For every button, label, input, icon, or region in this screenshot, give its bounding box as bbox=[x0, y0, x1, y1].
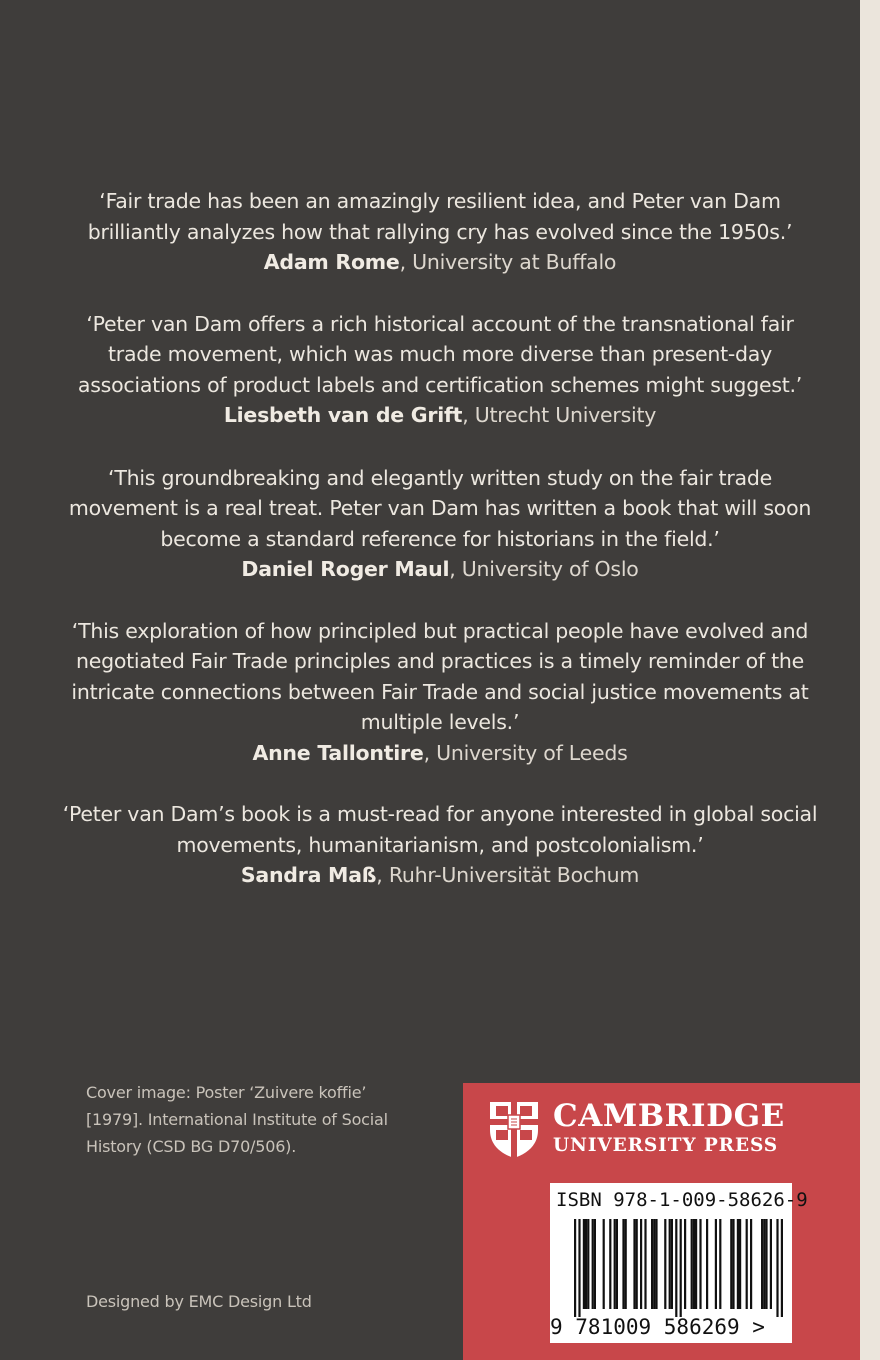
publisher-panel bbox=[463, 1083, 860, 1360]
barcode-bar bbox=[750, 1219, 752, 1309]
barcode-bar bbox=[776, 1219, 778, 1317]
barcode-bar bbox=[675, 1219, 677, 1317]
barcode-bar bbox=[765, 1219, 767, 1309]
endorsement-attribution bbox=[60, 247, 820, 278]
barcode-bar bbox=[669, 1219, 671, 1309]
barcode-bar bbox=[691, 1219, 693, 1309]
barcode-bar bbox=[653, 1219, 655, 1309]
endorser-name: Adam Rome bbox=[263, 250, 400, 274]
barcode-bar bbox=[699, 1219, 701, 1309]
endorser-affiliation: , University at Buffalo bbox=[399, 250, 617, 274]
endorser-affiliation: , University of Oslo bbox=[449, 557, 639, 581]
barcode-bar bbox=[609, 1219, 611, 1309]
endorser-affiliation: , Utrecht University bbox=[462, 403, 657, 427]
endorsements bbox=[60, 186, 820, 922]
barcode-bar bbox=[640, 1219, 642, 1309]
barcode-bar bbox=[715, 1219, 717, 1309]
barcode-bar bbox=[655, 1219, 657, 1309]
barcode-bar bbox=[636, 1219, 638, 1309]
publisher-name-line1: CAMBRIDGE bbox=[553, 1098, 785, 1134]
isbn-barcode bbox=[550, 1183, 808, 1343]
endorser-name: Anne Tallontire bbox=[252, 740, 424, 765]
endorser-affiliation: , University of Leeds bbox=[423, 740, 628, 765]
barcode-bar bbox=[770, 1219, 772, 1309]
barcode-bar bbox=[763, 1219, 765, 1309]
barcode-bar bbox=[574, 1219, 576, 1317]
barcode-bar bbox=[603, 1219, 605, 1309]
barcode-bar bbox=[671, 1219, 673, 1309]
endorsement bbox=[60, 616, 820, 769]
barcode-bar bbox=[633, 1219, 635, 1309]
endorser-affiliation: , Ruhr-Universität Bochum bbox=[376, 863, 640, 887]
barcode-bar bbox=[644, 1219, 646, 1309]
designer-credit: Designed by EMC Design Ltd bbox=[86, 1292, 312, 1311]
barcode-bar bbox=[739, 1219, 741, 1309]
barcode-bar bbox=[732, 1219, 734, 1309]
barcode-bar bbox=[730, 1219, 732, 1309]
endorsement-quote: ‘Peter van Dam offers a rich historical account of the transnational fair trade movement, which was much more diverse than present-day associations of product labels and certification schemes might suggest.’ bbox=[77, 311, 803, 397]
barcode-bar bbox=[616, 1219, 618, 1309]
barcode-bar bbox=[706, 1219, 708, 1309]
barcode-bar bbox=[614, 1219, 616, 1309]
barcode-bar bbox=[680, 1219, 682, 1317]
cambridge-shield-icon bbox=[488, 1100, 540, 1160]
barcode-bar bbox=[578, 1219, 580, 1317]
endorser-name: Daniel Roger Maul bbox=[241, 557, 450, 581]
endorsement-attribution bbox=[60, 400, 820, 431]
barcode-bar bbox=[719, 1219, 721, 1309]
endorsement-attribution bbox=[60, 738, 820, 769]
endorsement-quote: ‘Fair trade has been an amazingly resilient idea, and Peter van Dam brilliantly analyzes how that rallying cry has evolved since the 1950s.’ bbox=[87, 189, 793, 244]
barcode-bar bbox=[684, 1219, 686, 1309]
barcode-bar bbox=[651, 1219, 653, 1309]
endorsement-attribution bbox=[60, 860, 820, 891]
barcode-bar bbox=[583, 1219, 585, 1309]
barcode-bar bbox=[781, 1219, 783, 1317]
barcode-bar bbox=[592, 1219, 594, 1309]
barcode-bar bbox=[622, 1219, 624, 1309]
endorsement bbox=[60, 186, 820, 278]
endorsement-quote: ‘Peter van Dam’s book is a must-read for anyone interested in global social movements, humanitarianism, and postcolonialism.’ bbox=[62, 802, 818, 857]
barcode-bar bbox=[761, 1219, 763, 1309]
barcode-bar bbox=[664, 1219, 666, 1309]
barcode-bar bbox=[587, 1219, 589, 1309]
barcode-bar bbox=[585, 1219, 587, 1309]
cover-image-credit: Cover image: Poster ‘Zuivere koffie’ [1979]. International Institute of Social History (CSD BG D70/506). bbox=[86, 1083, 388, 1156]
endorsement-quote: ‘This groundbreaking and elegantly written study on the fair trade movement is a real treat. Peter van Dam has written a book that will soon become a standard reference for historians in the field.’ bbox=[68, 465, 812, 551]
barcode-bar bbox=[746, 1219, 748, 1309]
isbn-label: ISBN 978-1-009-58626-9 bbox=[556, 1189, 808, 1211]
barcode-bar bbox=[594, 1219, 596, 1309]
endorser-name: Liesbeth van de Grift bbox=[223, 403, 463, 427]
barcode-bars bbox=[550, 1219, 792, 1317]
barcode-bar bbox=[737, 1219, 739, 1309]
barcode-bar bbox=[693, 1219, 695, 1309]
publisher-name bbox=[553, 1099, 785, 1158]
endorsement bbox=[60, 463, 820, 585]
endorser-name: Sandra Maß bbox=[240, 863, 377, 887]
page-edge bbox=[860, 0, 880, 1360]
barcode-bar bbox=[695, 1219, 697, 1309]
barcode-bar bbox=[625, 1219, 627, 1309]
endorsement-quote: ‘This exploration of how principled but practical people have evolved and negotiated Fair Trade principles and practices is a timely reminder of the intricate connections between Fair Trade and social justice movements at multiple levels.’ bbox=[71, 618, 809, 734]
publisher-name-line2: UNIVERSITY PRESS bbox=[553, 1135, 779, 1156]
endorsement bbox=[60, 309, 820, 431]
endorsement bbox=[60, 799, 820, 891]
barcode-digits: 9 781009 586269 > bbox=[550, 1315, 765, 1339]
endorsement-attribution bbox=[60, 554, 820, 585]
